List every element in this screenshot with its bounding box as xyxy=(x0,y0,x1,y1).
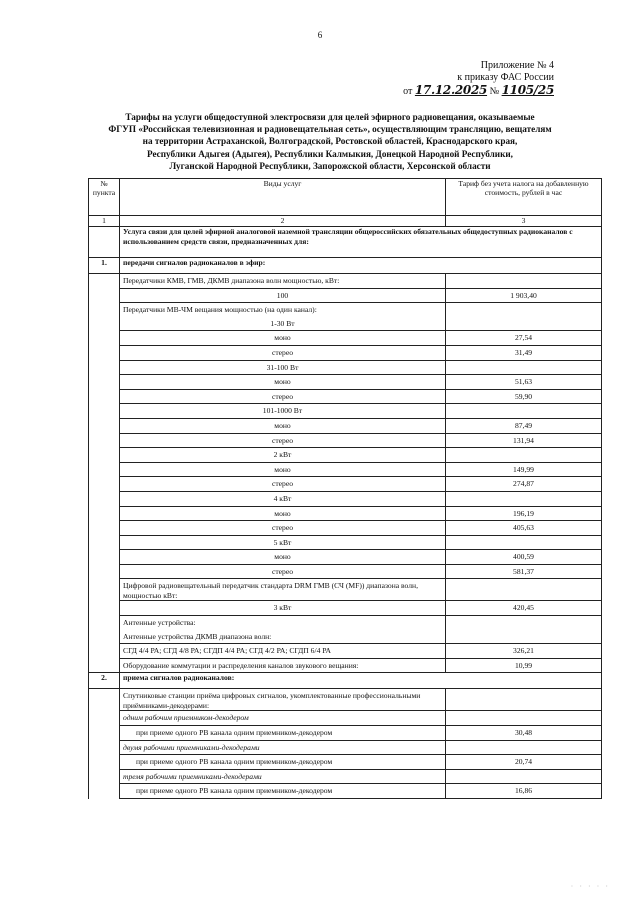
service-name: 101-1000 Вт xyxy=(120,404,446,419)
annex-date: 17.12.2025 xyxy=(414,83,488,97)
table-row xyxy=(89,345,602,360)
service-name: одним рабочим приемником-декодером xyxy=(120,711,446,726)
row-num-cell xyxy=(89,784,120,799)
row-num-cell xyxy=(89,448,120,463)
row-num-cell xyxy=(89,433,120,448)
title-line: на территории Астраханской, Волгоградской, Ростовской областей, Краснодарского края, xyxy=(142,136,518,147)
service-name: 4 кВт xyxy=(120,491,446,506)
colnum-3: 3 xyxy=(446,216,602,227)
tariff-value: 149,99 xyxy=(446,462,602,477)
tariff-value: 196,19 xyxy=(446,506,602,521)
tariff-value: 16,86 xyxy=(446,784,602,799)
row-num-cell xyxy=(89,769,120,784)
tariff-value: 10,99 xyxy=(446,658,602,673)
table-row xyxy=(89,331,602,346)
tariff-value xyxy=(446,630,602,644)
table-row xyxy=(89,448,602,463)
table-row xyxy=(89,274,602,289)
tariff-value xyxy=(446,535,602,550)
table-row xyxy=(89,550,602,565)
service-name: двумя рабочими приемниками-декодерами xyxy=(120,740,446,755)
tariff-value: 400,59 xyxy=(446,550,602,565)
table-row xyxy=(89,433,602,448)
row-num-cell xyxy=(89,418,120,433)
table-row xyxy=(89,658,602,673)
row-num-cell xyxy=(89,360,120,375)
tariff-value xyxy=(446,689,602,711)
service-name: стерео xyxy=(120,389,446,404)
row-num-cell xyxy=(89,711,120,726)
tariff-value: 274,87 xyxy=(446,477,602,492)
service-heading: Услуга связи для целей эфирной аналоговой наземной трансляции общероссийских обязательных общедоступных радиоканалов с использованием средств связи, предназначенных для: xyxy=(120,227,602,258)
service-name: стерео xyxy=(120,477,446,492)
table-row xyxy=(89,564,602,579)
table-row xyxy=(89,303,602,317)
row-num-cell xyxy=(89,506,120,521)
section-row xyxy=(89,673,602,689)
table-row xyxy=(89,740,602,755)
row-num-cell xyxy=(89,288,120,303)
service-name: моно xyxy=(120,462,446,477)
row-num-cell xyxy=(89,535,120,550)
row-num-cell xyxy=(89,389,120,404)
tariff-value: 51,63 xyxy=(446,375,602,390)
table-row xyxy=(89,769,602,784)
tariff-value xyxy=(446,616,602,630)
row-num-cell xyxy=(89,375,120,390)
row-num-cell xyxy=(89,630,120,644)
header-row xyxy=(89,179,602,216)
title-line: Тарифы на услуги общедоступной электросвязи для целей эфирного радиовещания, оказываемые xyxy=(125,112,535,122)
header-service: Виды услуг xyxy=(120,179,446,216)
service-name: Спутниковые станции приёма цифровых сигналов, укомплектованные профессиональными приёмниками-декодерами: xyxy=(120,689,446,711)
table-row xyxy=(89,360,602,375)
service-name: 31-100 Вт xyxy=(120,360,446,375)
row-num-cell xyxy=(89,491,120,506)
section-number: 1. xyxy=(89,258,120,274)
row-num-cell xyxy=(89,462,120,477)
tariff-value: 581,37 xyxy=(446,564,602,579)
service-heading-row xyxy=(89,227,602,258)
table-row xyxy=(89,579,602,601)
annex-from-prefix: от xyxy=(403,86,413,97)
service-name: Антенные устройства ДКМВ диапазона волн: xyxy=(120,630,446,644)
title-line: Луганской Народной Республики, Запорожской области, Херсонской области xyxy=(169,160,491,171)
service-name: 2 кВт xyxy=(120,448,446,463)
service-name: стерео xyxy=(120,521,446,536)
tariff-value xyxy=(446,740,602,755)
row-num-cell xyxy=(89,317,120,331)
tariff-value xyxy=(446,448,602,463)
tariff-value xyxy=(446,404,602,419)
section-title: приема сигналов радиоканалов: xyxy=(120,673,602,689)
annex-number: 1105/25 xyxy=(501,83,554,97)
table-row xyxy=(89,535,602,550)
tariff-value: 59,90 xyxy=(446,389,602,404)
section-row xyxy=(89,258,602,274)
table-row xyxy=(89,711,602,726)
column-number-row xyxy=(89,216,602,227)
tariff-value: 326,21 xyxy=(446,644,602,659)
row-num-cell xyxy=(89,601,120,616)
section-title: передачи сигналов радиоканалов в эфир: xyxy=(120,258,602,274)
row-num-cell xyxy=(89,726,120,741)
service-name: моно xyxy=(120,418,446,433)
document-title xyxy=(72,111,588,172)
colnum-1: 1 xyxy=(89,216,120,227)
tariff-value xyxy=(446,317,602,331)
row-num-cell xyxy=(89,345,120,360)
row-num-cell xyxy=(89,689,120,711)
header-num: № пункта xyxy=(89,179,120,216)
service-name: стерео xyxy=(120,564,446,579)
tariff-value: 405,63 xyxy=(446,521,602,536)
row-num-cell xyxy=(89,477,120,492)
table-row xyxy=(89,317,602,331)
row-num-cell xyxy=(89,579,120,601)
table-row xyxy=(89,462,602,477)
table-row xyxy=(89,630,602,644)
table-row xyxy=(89,375,602,390)
scan-mark: · · · · · xyxy=(570,882,610,891)
service-name: стерео xyxy=(120,345,446,360)
table-row xyxy=(89,389,602,404)
title-line: ФГУП «Российская телевизионная и радиовещательная сеть», осуществляющим трансляцию, вещателям xyxy=(108,124,552,135)
tariff-value xyxy=(446,769,602,784)
tariff-value: 31,49 xyxy=(446,345,602,360)
table-row xyxy=(89,477,602,492)
row-num-cell xyxy=(89,740,120,755)
row-num-cell xyxy=(89,521,120,536)
tariff-value: 131,94 xyxy=(446,433,602,448)
title-line: Республики Адыгея (Адыгея), Республики Калмыкия, Донецкой Народной Республики, xyxy=(147,148,513,159)
annex-date-line xyxy=(403,84,554,98)
tariff-value: 27,54 xyxy=(446,331,602,346)
row-num-cell xyxy=(89,616,120,630)
tariff-value: 20,74 xyxy=(446,755,602,770)
table-row xyxy=(89,784,602,799)
service-name: Цифровой радиовещательный передатчик стандарта DRM ГМВ (СЧ (MF)) диапазона волн, мощностью кВт: xyxy=(120,579,446,601)
service-name: 1-30 Вт xyxy=(120,317,446,331)
tariff-value xyxy=(446,579,602,601)
table-row xyxy=(89,288,602,303)
page-number: 6 xyxy=(317,30,323,40)
tariff-value: 1 903,40 xyxy=(446,288,602,303)
table-row xyxy=(89,755,602,770)
tariff-value xyxy=(446,274,602,289)
table-row xyxy=(89,521,602,536)
row-num-cell xyxy=(89,404,120,419)
tariff-value xyxy=(446,711,602,726)
tariff-value: 420,45 xyxy=(446,601,602,616)
service-name: моно xyxy=(120,375,446,390)
table-row xyxy=(89,601,602,616)
row-num-cell xyxy=(89,274,120,289)
service-name: 100 xyxy=(120,288,446,303)
table-row xyxy=(89,689,602,711)
row-num-cell xyxy=(89,658,120,673)
service-name: моно xyxy=(120,550,446,565)
tariff-value: 87,49 xyxy=(446,418,602,433)
row-num-cell xyxy=(89,564,120,579)
table-row xyxy=(89,644,602,659)
service-name: 3 кВт xyxy=(120,601,446,616)
service-name: Передатчики МВ-ЧМ вещания мощностью (на один канал): xyxy=(120,303,446,317)
header-tariff: Тариф без учета налога на добавленную стоимость, рублей в час xyxy=(446,179,602,216)
service-name: Антенные устройства: xyxy=(120,616,446,630)
table-row xyxy=(89,616,602,630)
row-num-cell xyxy=(89,755,120,770)
service-name: СГД 4/4 РА; СГД 4/8 РА; СГДП 4/4 РА; СГД 4/2 РА; СГДП 6/4 РА xyxy=(120,644,446,659)
table-row xyxy=(89,726,602,741)
service-name: моно xyxy=(120,506,446,521)
colnum-2: 2 xyxy=(120,216,446,227)
service-name: при приеме одного РВ канала одним приемником-декодером xyxy=(120,784,446,799)
service-name: Оборудование коммутации и распределения каналов звукового вещания: xyxy=(120,658,446,673)
service-name: 5 кВт xyxy=(120,535,446,550)
annex-block xyxy=(403,60,554,98)
tariff-value xyxy=(446,360,602,375)
table-row xyxy=(89,506,602,521)
service-name: моно xyxy=(120,331,446,346)
row-num-cell xyxy=(89,331,120,346)
tariff-table xyxy=(88,178,602,799)
annex-title: Приложение № 4 xyxy=(480,60,554,71)
annex-no-prefix: № xyxy=(489,86,500,97)
tariff-value xyxy=(446,303,602,317)
annex-order: к приказу ФАС России xyxy=(457,72,554,83)
table-row xyxy=(89,404,602,419)
service-name: стерео xyxy=(120,433,446,448)
service-heading-num xyxy=(89,227,120,258)
row-num-cell xyxy=(89,550,120,565)
table-row xyxy=(89,418,602,433)
row-num-cell xyxy=(89,303,120,317)
service-name: при приеме одного РВ канала одним приемником-декодером xyxy=(120,755,446,770)
service-name: при приеме одного РВ канала одним приемником-декодером xyxy=(120,726,446,741)
section-number: 2. xyxy=(89,673,120,689)
table-row xyxy=(89,491,602,506)
tariff-value xyxy=(446,491,602,506)
row-num-cell xyxy=(89,644,120,659)
tariff-value: 30,48 xyxy=(446,726,602,741)
service-name: Передатчики КМВ, ГМВ, ДКМВ диапазона волн мощностью, кВт: xyxy=(120,274,446,289)
service-name: тремя рабочими приемниками-декодерами xyxy=(120,769,446,784)
